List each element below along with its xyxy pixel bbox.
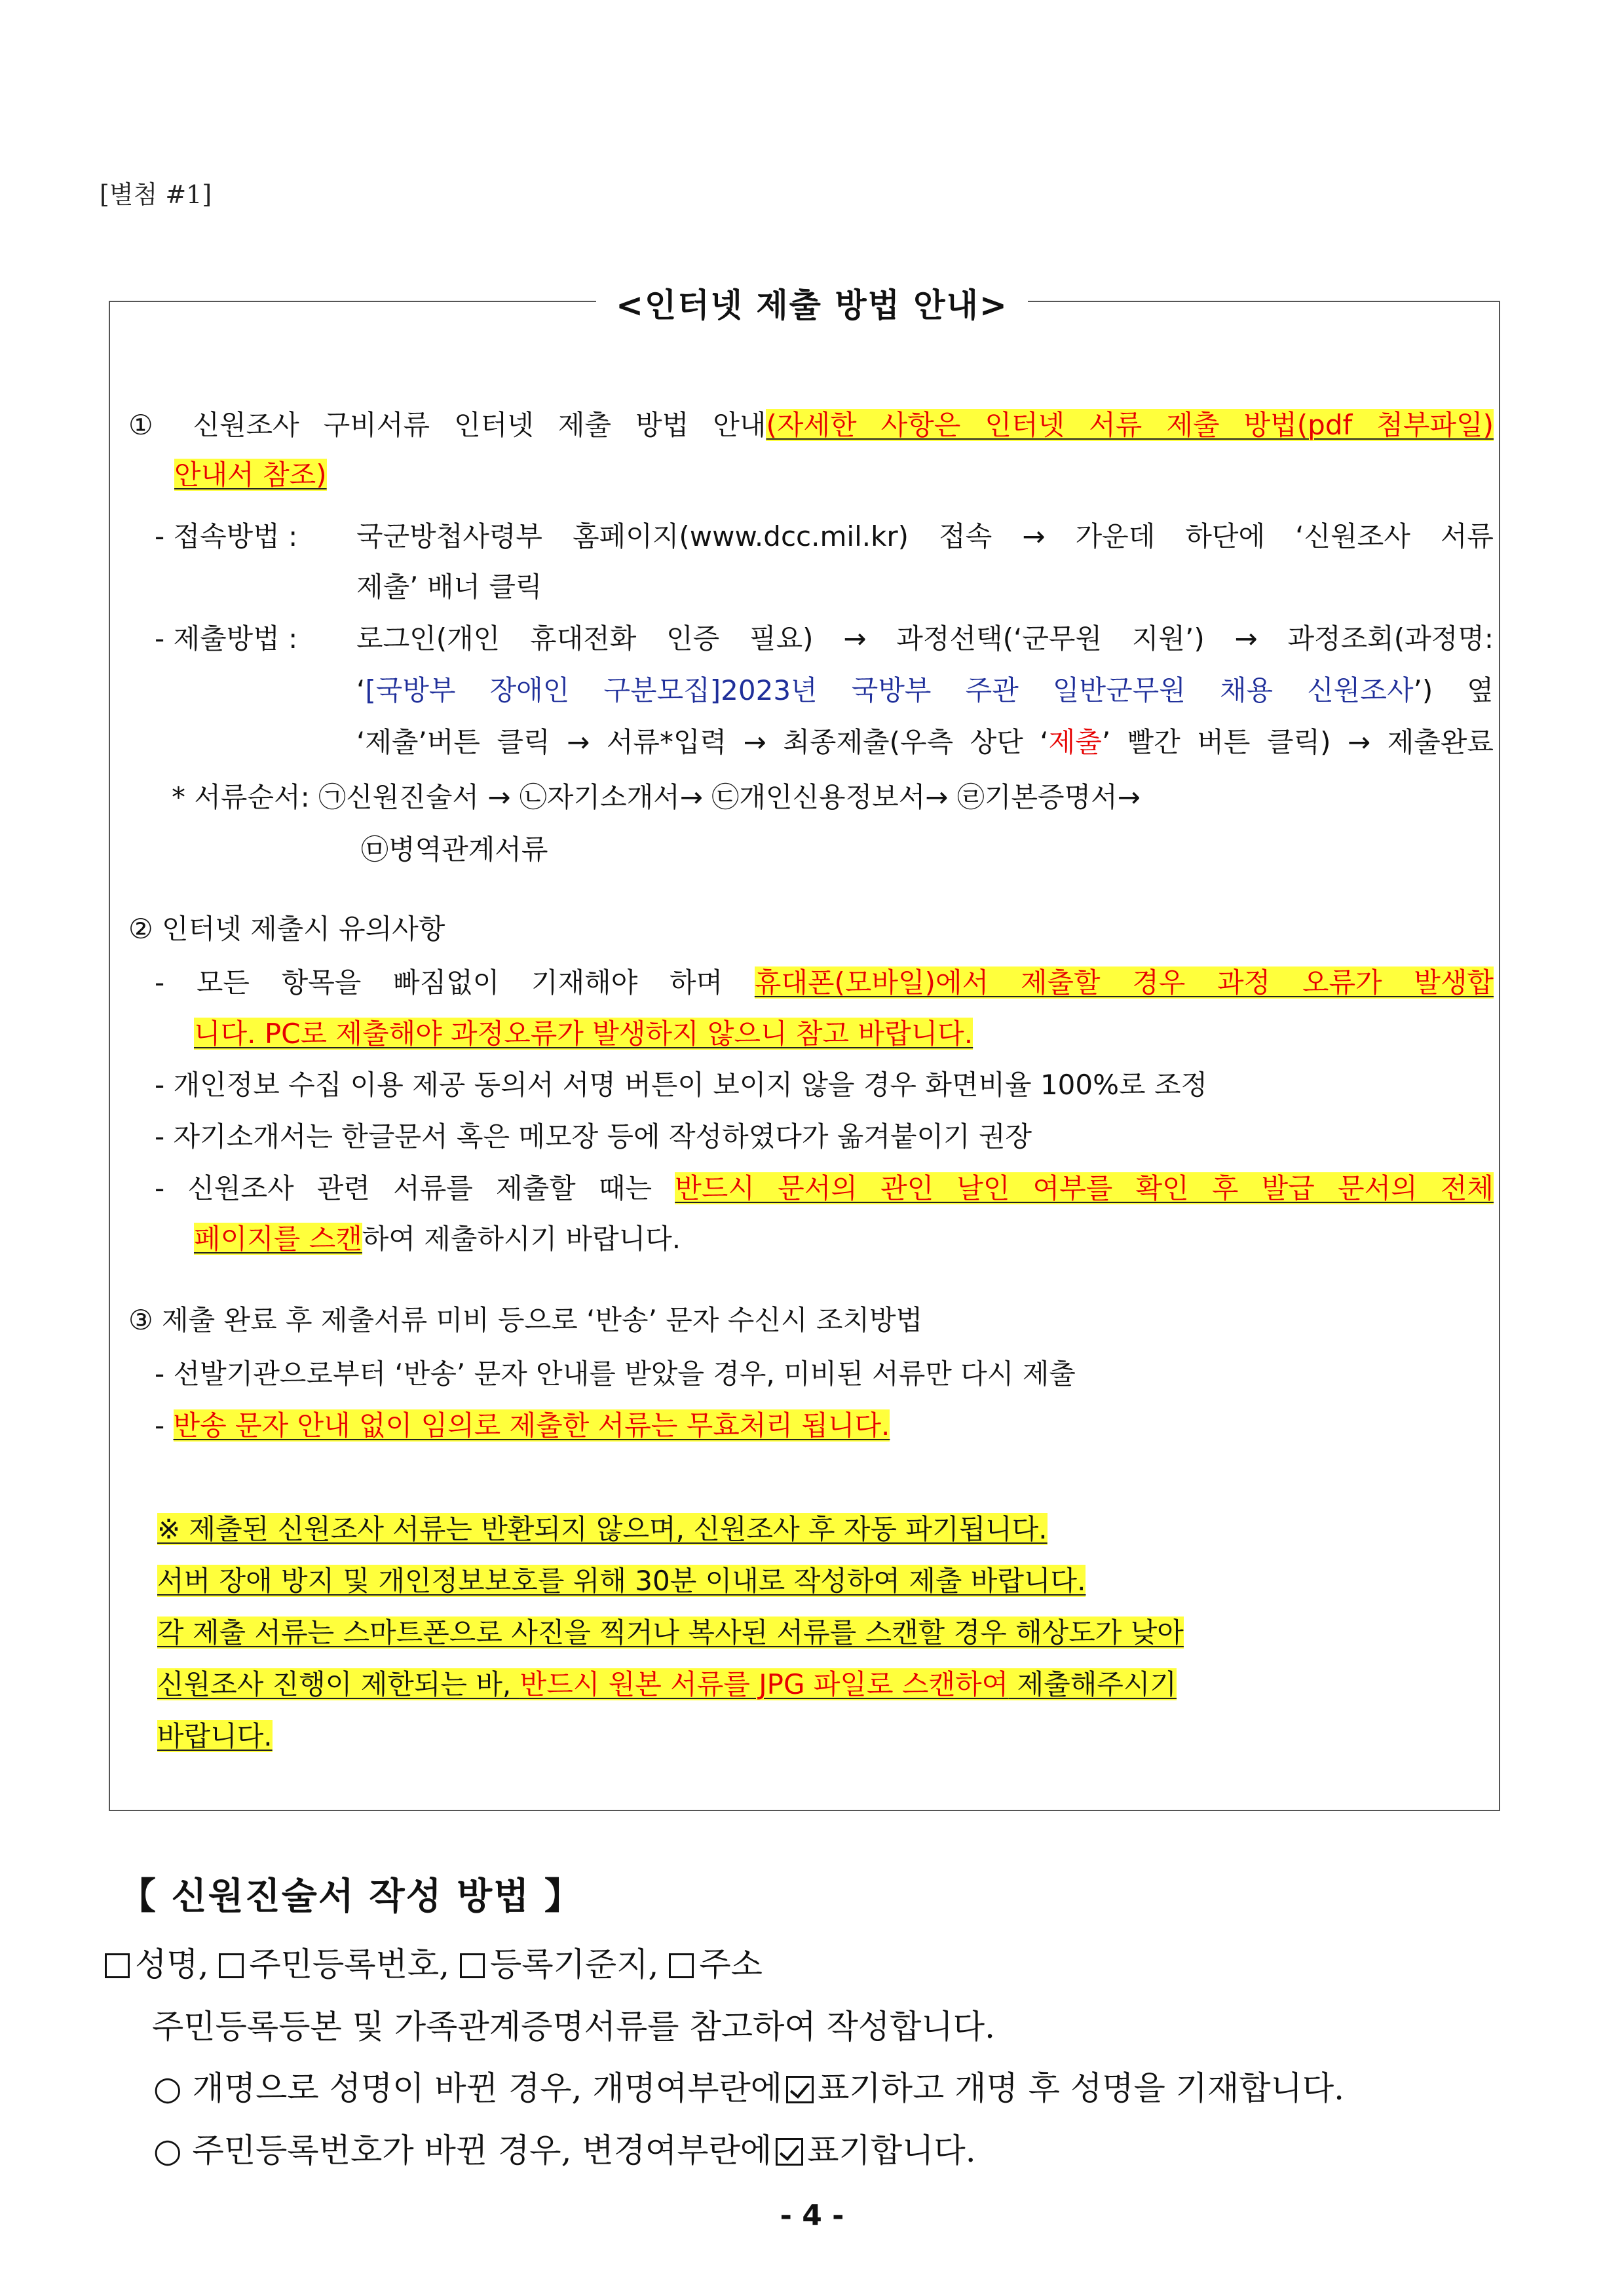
section2-item1: - 모든 항목을 빠짐없이 기재해야 하며 휴대폰(모바일)에서 제출할 경우 과정 오류가 발생합 — [155, 966, 1494, 999]
jpg-scan-warning: 반드시 원본 서류를 JPG 파일로 스캔하여 — [519, 1668, 1009, 1700]
access-line1: 국군방첩사령부 홈페이지(www.dcc.mil.kr) 접속 → 가운데 하단에 ‘신원조사 서류 — [356, 520, 1494, 552]
section2-item4-cont: 페이지를 스캔하여 제출하시기 바랍니다. — [194, 1223, 681, 1255]
section1-heading-cont: 안내서 참조) — [174, 459, 327, 491]
submit-line1: 로그인(개인 휴대전화 인증 필요) → 과정선택(‘군무원 지원’) → 과정조회(과정명: — [356, 622, 1494, 655]
section3-item1: - 선발기관으로부터 ‘반송’ 문자 안내를 받았을 경우, 미비된 서류만 다시 제출 — [155, 1358, 1076, 1390]
notice-line1: ※ 제출된 신원조사 서류는 반환되지 않으며, 신원조사 후 자동 파기됩니다. — [157, 1513, 1048, 1545]
page-number: - 4 - — [780, 2199, 844, 2232]
mobile-warning: 휴대폰(모바일)에서 제출할 경우 과정 오류가 발생합 — [754, 966, 1494, 999]
document-order-line1: * 서류순서: ㉠신원진술서 → ㉡자기소개서→ ㉢개인신용정보서→ ㉣기본증명서→ — [172, 781, 1141, 813]
form-guide-title: 【 신원진술서 작성 방법 】 — [119, 1875, 582, 1918]
checked-box-icon — [786, 2076, 814, 2103]
section2-heading: ② 인터넷 제출시 유의사항 — [128, 913, 445, 945]
submit-label: - 제출방법 : — [155, 622, 298, 655]
form-description: 주민등록등본 및 가족관계증명서류를 참고하여 작성합니다. — [152, 2008, 995, 2046]
notice-line2: 서버 장애 방지 및 개인정보보호를 위해 30분 이내로 작성하여 제출 바랍니다. — [157, 1565, 1086, 1597]
checkbox-address[interactable] — [669, 1953, 694, 1978]
course-name: [국방부 장애인 구분모집]2023년 국방부 주관 일반군무원 채용 신원조사 — [365, 674, 1414, 706]
section1-heading-highlight: (자세한 사항은 인터넷 서류 제출 방법(pdf 첨부파일) — [766, 409, 1494, 441]
attachment-label: [별첨 #1] — [100, 180, 212, 209]
box-title: <인터넷 제출 방법 안내> — [596, 286, 1028, 324]
submit-line2: ‘[국방부 장애인 구분모집]2023년 국방부 주관 일반군무원 채용 신원조사’) 옆 — [356, 674, 1494, 706]
checkbox-name[interactable] — [105, 1953, 130, 1978]
section3-item2: - 반송 문자 안내 없이 임의로 제출한 서류는 무효처리 됩니다. — [155, 1409, 890, 1442]
access-line2: 제출’ 배너 클릭 — [356, 571, 542, 603]
section2-item3: - 자기소개서는 한글문서 혹은 메모장 등에 작성하였다가 옮겨붙이기 권장 — [155, 1120, 1032, 1153]
submit-line3: ‘제출’버튼 클릭 → 서류*입력 → 최종제출(우측 상단 ‘제출’ 빨간 버튼 클릭) → 제출완료 — [356, 726, 1494, 758]
submit-red-word: 제출 — [1048, 726, 1102, 758]
section2-item2: - 개인정보 수집 이용 제공 동의서 서명 버튼이 보이지 않을 경우 화면비율 100%로 조정 — [155, 1069, 1208, 1101]
form-field-list: 성명, 주민등록번호, 등록기준지, 주소 — [105, 1942, 763, 1987]
checked-box-icon — [776, 2138, 803, 2166]
notice-line5: 바랍니다. — [157, 1720, 273, 1752]
form-bullet2: ○ 주민등록번호가 바뀐 경우, 변경여부란에 표기합니다. — [153, 2132, 976, 2170]
form-bullet1: ○ 개명으로 성명이 바뀐 경우, 개명여부란에 표기하고 개명 후 성명을 기재합니다. — [153, 2069, 1345, 2107]
checkbox-resident-number[interactable] — [219, 1953, 244, 1978]
section2-item4: - 신원조사 관련 서류를 제출할 때는 반드시 문서의 관인 날인 여부를 확인 후 발급 문서의 전체 — [155, 1172, 1494, 1204]
checkbox-registration-base[interactable] — [460, 1953, 485, 1978]
document-order-line2: ㉤병역관계서류 — [361, 833, 548, 866]
scan-warning: 반드시 문서의 관인 날인 여부를 확인 후 발급 문서의 전체 — [675, 1172, 1494, 1204]
section3-heading: ③ 제출 완료 후 제출서류 미비 등으로 ‘반송’ 문자 수신시 조치방법 — [128, 1304, 923, 1336]
section1-heading: ① 신원조사 구비서류 인터넷 제출 방법 안내(자세한 사항은 인터넷 서류 제출 방법(pdf 첨부파일) — [128, 409, 1494, 441]
notice-line3: 각 제출 서류는 스마트폰으로 사진을 찍거나 복사된 서류를 스캔할 경우 해상도가 낮아 — [157, 1617, 1184, 1649]
access-label: - 접속방법 : — [155, 520, 298, 552]
section2-item1-cont: 니다. PC로 제출해야 과정오류가 발생하지 않으니 참고 바랍니다. — [194, 1018, 973, 1050]
invalid-warning: 반송 문자 안내 없이 임의로 제출한 서류는 무효처리 됩니다. — [173, 1409, 890, 1442]
notice-line4: 신원조사 진행이 제한되는 바, 반드시 원본 서류를 JPG 파일로 스캔하여 제출해주시기 — [157, 1668, 1177, 1700]
